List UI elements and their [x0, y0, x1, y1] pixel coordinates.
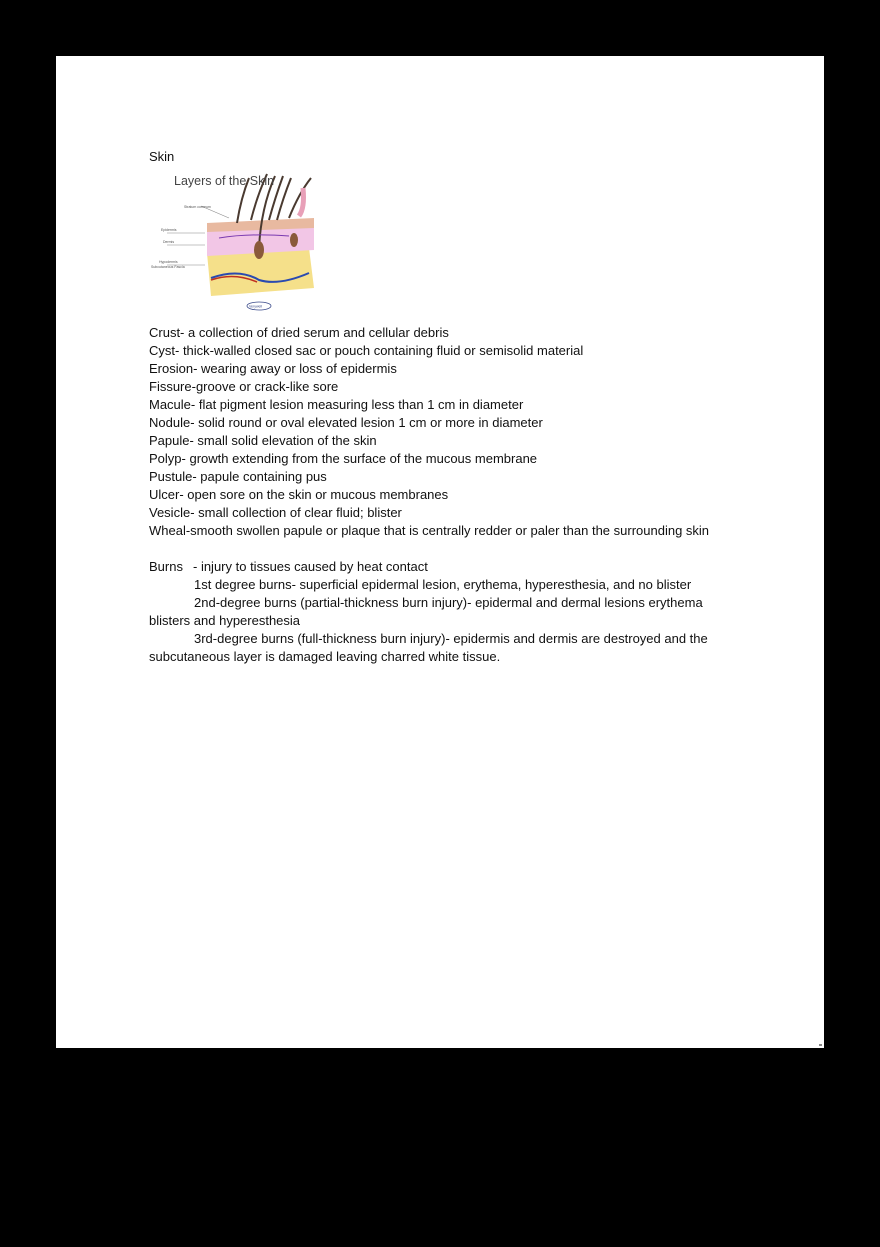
page-corner-mark [819, 1044, 822, 1046]
skin-layers-figure [149, 168, 329, 318]
document-body [149, 148, 749, 666]
burns-label: Burns [149, 559, 183, 574]
burns-third-degree-text: 3rd-degree burns (full-thickness burn injury)- epidermis and dermis are destroyed and the subcutaneous layer is damaged leaving charred white tissue. [149, 631, 708, 664]
definition-pustule: Pustule- papule containing pus [149, 469, 327, 484]
figure-title: Layers of the Skin [174, 174, 275, 188]
svg-text:Epidermis: Epidermis [161, 228, 177, 232]
burns-third-degree [149, 630, 719, 666]
svg-text:Stratum corneum: Stratum corneum [184, 205, 211, 209]
burns-second-degree [149, 594, 734, 630]
skin-layers-diagram [149, 168, 329, 318]
definition-fissure: Fissure-groove or crack-like sore [149, 379, 339, 394]
burns-second-degree-text: 2nd-degree burns (partial-thickness burn injury)- epidermal and dermal lesions erythema blisters and hyperesthesia [149, 595, 703, 628]
burns-intro [149, 558, 749, 576]
definition-ulcer: Ulcer- open sore on the skin or mucous membranes [149, 487, 449, 502]
definition-erosion: Erosion- wearing away or loss of epidermis [149, 361, 397, 376]
definition-cyst: Cyst- thick-walled closed sac or pouch containing fluid or semisolid material [149, 343, 584, 358]
svg-text:Verywell: Verywell [249, 304, 263, 309]
definition-vesicle: Vesicle- small collection of clear fluid; blister [149, 505, 402, 520]
section-heading-skin: Skin [149, 149, 175, 164]
document-page [56, 56, 824, 1048]
spacer [149, 540, 749, 558]
definition-crust: Crust- a collection of dried serum and cellular debris [149, 325, 449, 340]
burns-first-degree: 1st degree burns- superficial epidermal lesion, erythema, hyperesthesia, and no blister [194, 577, 692, 592]
definition-papule: Papule- small solid elevation of the skin [149, 433, 377, 448]
svg-text:Subcutaneous Fascia: Subcutaneous Fascia [151, 265, 185, 269]
svg-text:Dermis: Dermis [163, 240, 175, 244]
definition-nodule: Nodule- solid round or oval elevated lesion 1 cm or more in diameter [149, 415, 543, 430]
burns-intro-text: - injury to tissues caused by heat contact [193, 559, 428, 574]
definition-macule: Macule- flat pigment lesion measuring less than 1 cm in diameter [149, 397, 524, 412]
definition-polyp: Polyp- growth extending from the surface of the mucous membrane [149, 451, 538, 466]
svg-text:Hypodermis: Hypodermis [159, 260, 178, 264]
definition-wheal: Wheal-smooth swollen papule or plaque that is centrally redder or paler than the surrounding skin [149, 523, 710, 538]
